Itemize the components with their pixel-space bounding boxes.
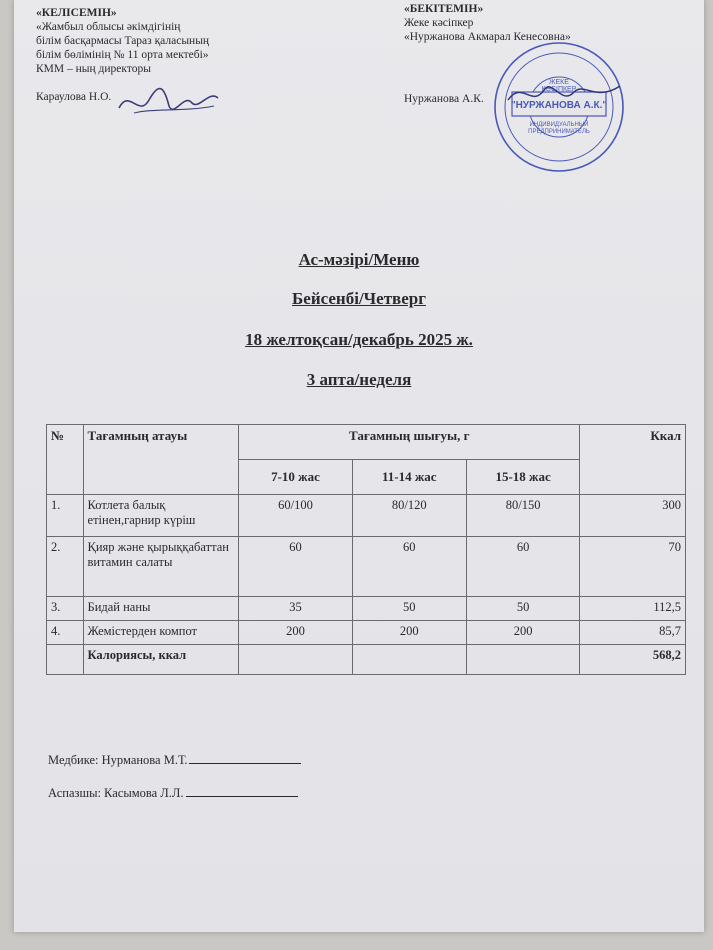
row-age-value: 60 (352, 537, 466, 597)
menu-table (46, 424, 686, 675)
row-num: 4. (47, 621, 84, 645)
approval-left-line: «Жамбыл облысы әкімдігінің (36, 21, 181, 33)
row-kcal: 112,5 (580, 597, 686, 621)
row-age-value: 60 (466, 537, 580, 597)
header-age: 11-14 жас (352, 460, 466, 495)
week-title: 3 апта/неделя (306, 370, 412, 389)
cook-signature-line (48, 784, 298, 801)
row-num: 3. (47, 597, 84, 621)
row-name: Бидай наны (83, 597, 239, 621)
total-num-cell (47, 645, 84, 675)
row-age-value: 80/150 (466, 495, 580, 537)
approval-right-heading: «БЕКІТЕМІН» (404, 3, 484, 15)
table-header-row (47, 425, 686, 460)
table-row (47, 537, 686, 597)
row-name: Қияр және қырыққабаттан витамин салаты (83, 537, 239, 597)
header-num: № (47, 425, 84, 495)
row-num: 1. (47, 495, 84, 537)
row-name: Котлета балық етінен,гарнир күріш (83, 495, 239, 537)
stamp-center-line1: ЖЕКЕ (549, 79, 569, 86)
cook-label: Аспазшы: Касымова Л.Л. (48, 786, 184, 800)
approval-right-line: Жеке кәсіпкер (404, 17, 474, 29)
approval-left-signer: Караулова Н.О. (36, 91, 112, 103)
header-name: Тағамның атауы (83, 425, 239, 495)
approval-right-line: «Нуржанова Акмарал Кенесовна» (404, 31, 571, 43)
approval-left-heading: «КЕЛІСЕМІН» (36, 7, 117, 19)
document-page (14, 0, 704, 932)
table-row (47, 597, 686, 621)
header-output: Тағамның шығуы, г (239, 425, 580, 460)
approval-left-line: КММ – ның директоры (36, 63, 151, 75)
header-age: 7-10 жас (239, 460, 353, 495)
total-kcal: 568,2 (580, 645, 686, 675)
row-kcal: 85,7 (580, 621, 686, 645)
signature-underline (186, 784, 298, 797)
total-empty-cell (352, 645, 466, 675)
row-age-value: 200 (239, 621, 353, 645)
header-age: 15-18 жас (466, 460, 580, 495)
nurse-signature-line (48, 751, 301, 768)
row-age-value: 200 (466, 621, 580, 645)
signature-underline (189, 751, 301, 764)
row-kcal: 300 (580, 495, 686, 537)
menu-title: Ас-мәзірі/Меню (298, 250, 420, 269)
header-kcal: Ккал (580, 425, 686, 495)
stamp-center-line2: КӘСІПКЕР (541, 86, 577, 93)
row-age-value: 35 (239, 597, 353, 621)
row-num: 2. (47, 537, 84, 597)
row-age-value: 60/100 (239, 495, 353, 537)
stamp-band: "НУРЖАНОВА А.К." (510, 100, 608, 111)
row-age-value: 200 (352, 621, 466, 645)
row-age-value: 50 (352, 597, 466, 621)
row-age-value: 50 (466, 597, 580, 621)
table-row (47, 621, 686, 645)
signature-left (114, 78, 224, 123)
row-name: Жемістерден компот (83, 621, 239, 645)
weekday-title: Бейсенбі/Четверг (292, 289, 426, 308)
row-age-value: 60 (239, 537, 353, 597)
row-age-value: 80/120 (352, 495, 466, 537)
total-label: Калориясы, ккал (83, 645, 239, 675)
nurse-label: Медбике: Нурманова М.Т. (48, 753, 188, 767)
approval-right-signer: Нуржанова А.К. (404, 93, 484, 105)
signature-right (504, 72, 624, 112)
table-row (47, 495, 686, 537)
stamp-lower-line1: ИНДИВИДУАЛЬНЫЙ (529, 122, 589, 128)
row-kcal: 70 (580, 537, 686, 597)
stamp-lower-line2: ПРЕДПРИНИМАТЕЛЬ (528, 129, 590, 135)
total-empty-cell (239, 645, 353, 675)
total-empty-cell (466, 645, 580, 675)
approval-left-line: білім бөлімінің № 11 орта мектебі» (36, 49, 209, 61)
date-title: 18 желтоқсан/декабрь 2025 ж. (245, 330, 473, 349)
table-total-row (47, 645, 686, 675)
approval-left-line: білім басқармасы Тараз қаласының (36, 35, 210, 47)
